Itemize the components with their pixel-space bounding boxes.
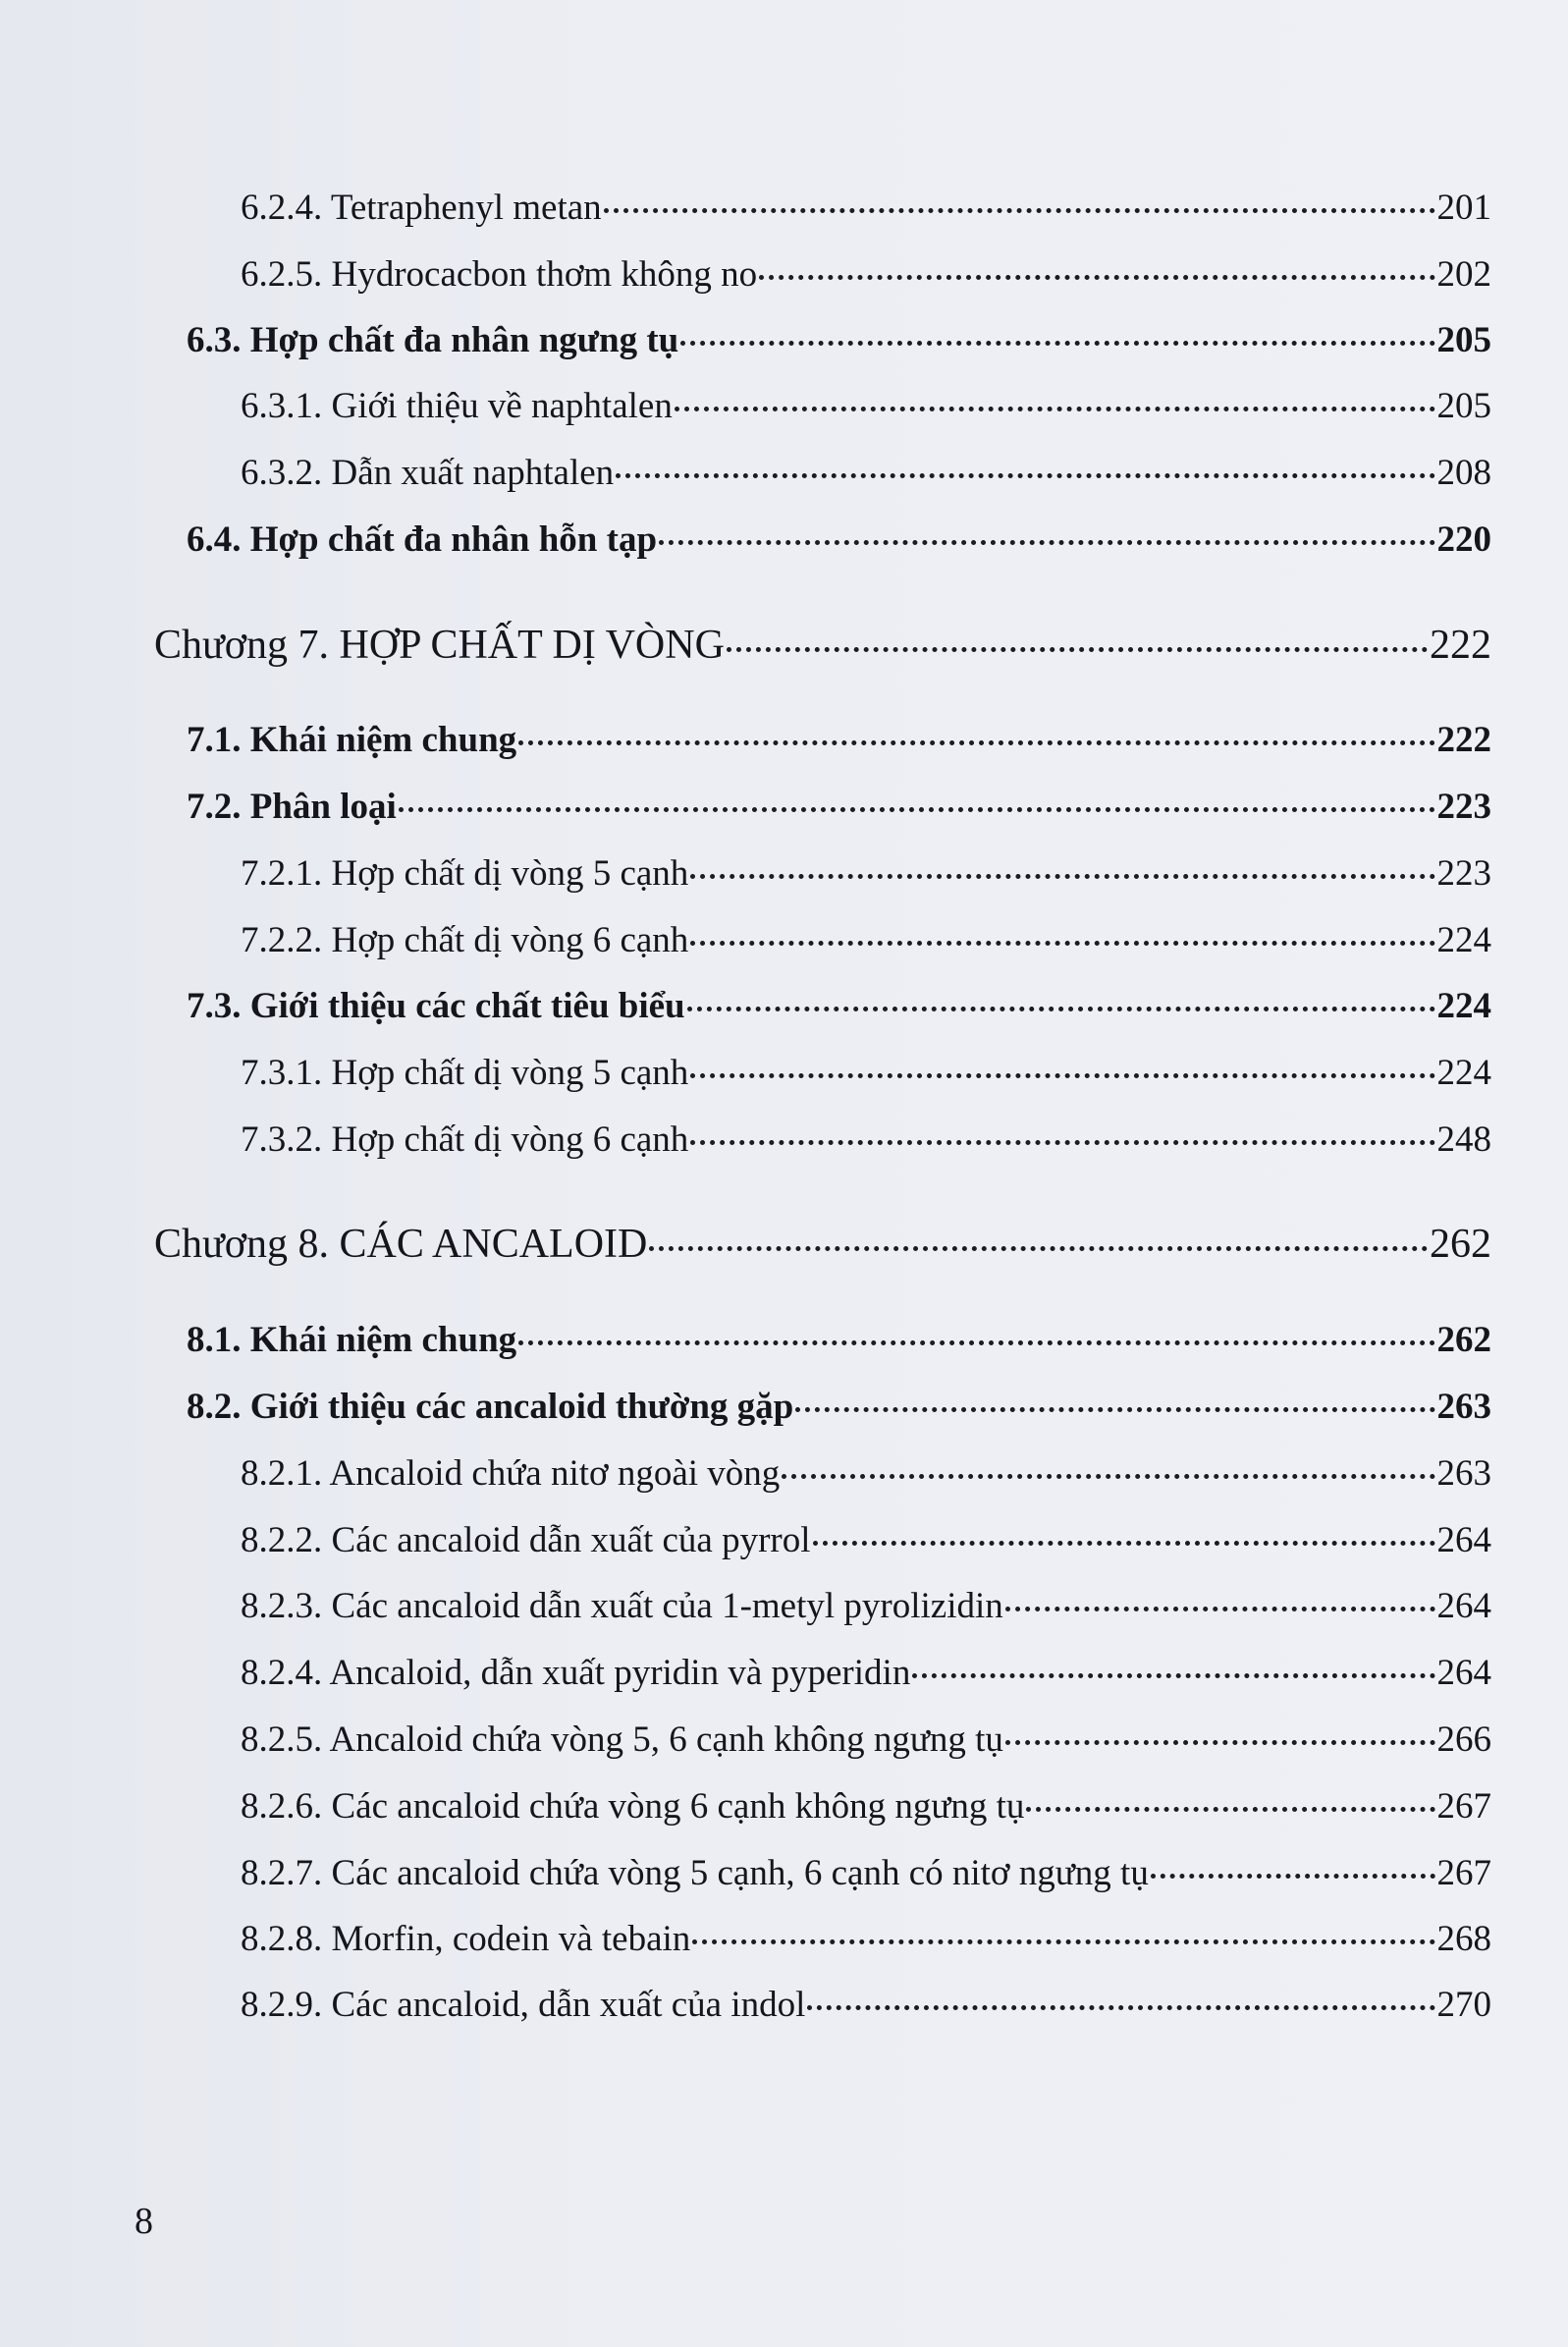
- toc-entry-page: 248: [1436, 1119, 1491, 1160]
- toc-entry-page: 222: [1430, 623, 1491, 668]
- toc-entry-label: 7.2.2. Hợp chất dị vòng 6 cạnh: [241, 920, 689, 960]
- toc-entry-7-3-1: [241, 1052, 1491, 1094]
- toc-entry-page: 205: [1436, 386, 1491, 426]
- dot-leader: [727, 647, 1428, 652]
- toc-entry-label: 8.2. Giới thiệu các ancaloid thường gặp: [187, 1387, 794, 1427]
- dot-leader: [759, 275, 1434, 280]
- toc-entry-label: Chương 8. CÁC ANCALOID: [154, 1222, 648, 1267]
- dot-leader: [692, 1939, 1434, 1944]
- dot-leader: [518, 1340, 1434, 1345]
- dot-leader: [1005, 1740, 1435, 1745]
- toc-entry-label: 8.2.8. Morfin, codein và tebain: [241, 1919, 691, 1959]
- toc-entry-page: 263: [1436, 1453, 1491, 1494]
- toc-entry-page: 201: [1436, 188, 1491, 228]
- toc-entry-8-2-7: [241, 1852, 1491, 1894]
- toc-entry-8-1: [187, 1319, 1491, 1361]
- toc-entry-page: 262: [1430, 1222, 1491, 1267]
- toc-entry-page: 264: [1436, 1653, 1491, 1693]
- toc-entry-label: 6.3.1. Giới thiệu về naphtalen: [241, 386, 673, 426]
- dot-leader: [604, 208, 1435, 213]
- dot-leader: [690, 874, 1434, 879]
- toc-entry-7-1: [187, 719, 1491, 761]
- toc-entry-8-2-2: [241, 1519, 1491, 1561]
- toc-entry-page: 224: [1436, 986, 1491, 1026]
- toc-entry-7-2: [187, 786, 1491, 828]
- toc-entry-label: Chương 7. HỢP CHẤT DỊ VÒNG: [154, 623, 725, 668]
- toc-entry-label: 6.2.4. Tetraphenyl metan: [241, 188, 602, 228]
- dot-leader: [782, 1474, 1434, 1479]
- toc-entry-label: 6.2.5. Hydrocacbon thơm không no: [241, 254, 758, 295]
- toc-entry-page: 267: [1436, 1853, 1491, 1893]
- toc-entry-page: 220: [1436, 519, 1491, 560]
- dot-leader: [807, 2005, 1434, 2010]
- toc-entry-6-2-5: [241, 253, 1491, 296]
- toc-entry-8-2: [187, 1386, 1491, 1428]
- toc-entry-page: 222: [1436, 720, 1491, 760]
- dot-leader: [690, 1073, 1434, 1078]
- toc-entry-label: 8.2.7. Các ancaloid chứa vòng 5 cạnh, 6 cạnh có nitơ ngưng tụ: [241, 1853, 1149, 1893]
- dot-leader: [912, 1673, 1434, 1678]
- toc-entry-label: 6.3. Hợp chất đa nhân ngưng tụ: [187, 320, 679, 360]
- dot-leader: [690, 1140, 1434, 1145]
- toc-entry-page: 262: [1436, 1320, 1491, 1360]
- dot-leader: [795, 1407, 1434, 1412]
- toc-entry-label: 8.2.9. Các ancaloid, dẫn xuất của indol: [241, 1985, 806, 2025]
- toc-entry-label: 7.1. Khái niệm chung: [187, 720, 517, 760]
- dot-leader: [687, 1007, 1435, 1011]
- toc-entry-page: 202: [1436, 254, 1491, 295]
- toc-entry-label: 8.2.1. Ancaloid chứa nitơ ngoài vòng: [241, 1453, 781, 1494]
- toc-entry-page: 264: [1436, 1586, 1491, 1626]
- toc-entry-7-3-2: [241, 1119, 1491, 1161]
- toc-entry-label: 7.2.1. Hợp chất dị vòng 5 cạnh: [241, 853, 689, 894]
- dot-leader: [680, 341, 1434, 346]
- toc-entry-page: 223: [1436, 787, 1491, 827]
- toc-entry-6-3: [187, 319, 1491, 361]
- page-number: 8: [135, 2201, 153, 2242]
- toc-entry-label: 6.3.2. Dẫn xuất naphtalen: [241, 453, 615, 493]
- toc-entry-label: 6.4. Hợp chất đa nhân hỗn tạp: [187, 519, 658, 560]
- toc-entry-6-4: [187, 519, 1491, 561]
- toc-entry-label: 8.2.3. Các ancaloid dẫn xuất của 1-metyl pyrolizidin: [241, 1586, 1003, 1626]
- toc-entry-6-3-1: [241, 385, 1491, 427]
- toc-chapter-8: [154, 1221, 1491, 1268]
- toc-entry-6-2-4: [241, 187, 1491, 229]
- dot-leader: [813, 1541, 1435, 1546]
- toc-entry-8-2-1: [241, 1452, 1491, 1495]
- dot-leader: [659, 540, 1434, 545]
- dot-leader: [1026, 1807, 1434, 1812]
- toc-entry-page: 270: [1436, 1985, 1491, 2025]
- toc-entry-page: 224: [1436, 920, 1491, 960]
- toc-entry-label: 8.2.2. Các ancaloid dẫn xuất của pyrrol: [241, 1520, 811, 1560]
- toc-entry-label: 7.3.2. Hợp chất dị vòng 6 cạnh: [241, 1119, 689, 1160]
- toc-entry-page: 223: [1436, 853, 1491, 894]
- toc-entry-8-2-6: [241, 1785, 1491, 1828]
- toc-entry-7-2-2: [241, 919, 1491, 961]
- toc-entry-label: 7.3. Giới thiệu các chất tiêu biểu: [187, 986, 685, 1026]
- toc-entry-7-3: [187, 985, 1491, 1027]
- toc-entry-label: 8.2.4. Ancaloid, dẫn xuất pyridin và pyperidin: [241, 1653, 911, 1693]
- dot-leader: [518, 740, 1434, 745]
- dot-leader: [399, 807, 1435, 812]
- dot-leader: [1005, 1607, 1435, 1611]
- dot-leader: [616, 473, 1434, 478]
- toc-entry-8-2-5: [241, 1719, 1491, 1761]
- toc-entry-page: 263: [1436, 1387, 1491, 1427]
- toc-entry-8-2-3: [241, 1585, 1491, 1627]
- toc-chapter-7: [154, 622, 1491, 669]
- toc-entry-label: 8.1. Khái niệm chung: [187, 1320, 517, 1360]
- toc-entry-page: 205: [1436, 320, 1491, 360]
- toc-entry-label: 7.2. Phân loại: [187, 787, 397, 827]
- toc-entry-label: 8.2.6. Các ancaloid chứa vòng 6 cạnh không ngưng tụ: [241, 1786, 1025, 1827]
- dot-leader: [675, 407, 1435, 411]
- toc-entry-8-2-8: [241, 1918, 1491, 1960]
- toc-entry-label: 8.2.5. Ancaloid chứa vòng 5, 6 cạnh không ngưng tụ: [241, 1719, 1003, 1760]
- dot-leader: [690, 941, 1434, 946]
- dot-leader: [649, 1246, 1428, 1251]
- toc-entry-page: 208: [1436, 453, 1491, 493]
- toc-entry-8-2-4: [241, 1652, 1491, 1694]
- toc-entry-page: 224: [1436, 1053, 1491, 1093]
- toc-entry-7-2-1: [241, 852, 1491, 895]
- toc-entry-page: 268: [1436, 1919, 1491, 1959]
- toc-entry-8-2-9: [241, 1984, 1491, 2026]
- dot-leader: [1151, 1874, 1435, 1879]
- toc-entry-label: 7.3.1. Hợp chất dị vòng 5 cạnh: [241, 1053, 689, 1093]
- toc-entry-page: 264: [1436, 1520, 1491, 1560]
- toc-entry-page: 266: [1436, 1719, 1491, 1760]
- toc-entry-page: 267: [1436, 1786, 1491, 1827]
- toc-entry-6-3-2: [241, 452, 1491, 494]
